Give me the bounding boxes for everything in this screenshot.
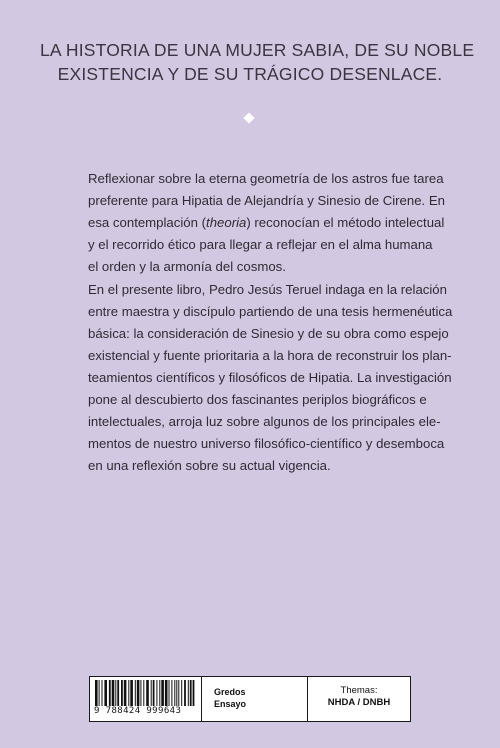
barcode-bar (143, 680, 144, 706)
blurb-line: teamientos científicos y filosóficos de Hipatia. La investigación (88, 370, 452, 385)
barcode-bar (169, 680, 170, 706)
blurb-line: mentos de nuestro universo filosófico-científico y desemboca (88, 436, 445, 451)
barcode-bar (128, 680, 129, 706)
barcode-bar (146, 680, 149, 706)
barcode-bar (174, 680, 175, 706)
barcode-bar (121, 680, 123, 706)
tagline-line-1: LA HISTORIA DE UNA MUJER SABIA, DE SU NOBLE (40, 40, 475, 60)
blurb-line: existencial y fuente prioritaria a la hora de reconstruir los plan- (88, 348, 452, 363)
barcode-bar (159, 680, 160, 706)
themas-code: NHDA / DNBH (327, 697, 391, 708)
isbn-number: 9 788424 999643 (94, 706, 182, 716)
barcode-panel (89, 676, 411, 722)
publisher-name: Gredos (214, 687, 246, 697)
blurb-line: pone al descubierto dos fascinantes periplos biográficos e (88, 392, 427, 407)
barcode-bar (112, 680, 115, 706)
barcode-bars-icon (94, 680, 198, 706)
isbn-barcode (90, 677, 202, 721)
barcode-bar (176, 680, 177, 706)
barcode-bar (178, 680, 179, 706)
tagline (40, 38, 475, 86)
blurb-line (88, 212, 445, 234)
barcode-bar (161, 680, 164, 706)
barcode-bar (115, 680, 116, 706)
barcode-bar (117, 680, 119, 706)
tagline-line-2: EXISTENCIA Y DE SU TRÁGICO DESENLACE. (57, 64, 443, 84)
barcode-bar (99, 680, 100, 706)
publisher-cell (202, 677, 308, 721)
barcode-bar (140, 680, 141, 706)
barcode-bar (104, 680, 107, 706)
barcode-bar (109, 680, 111, 706)
blurb-paragraph-2 (88, 279, 453, 477)
barcode-bar (124, 680, 127, 706)
barcode-bar (95, 680, 98, 706)
barcode-bar (151, 680, 152, 706)
blurb-paragraph-1 (88, 168, 446, 278)
blurb-line: En el presente libro, Pedro Jesús Teruel indaga en la relación (88, 282, 447, 297)
barcode-bar (130, 680, 133, 706)
blurb-line: entre maestra y discípulo partiendo de una tesis hermenéutica (88, 304, 453, 319)
themas-cell (308, 677, 410, 721)
barcode-bar (137, 680, 140, 706)
barcode-bar (171, 680, 172, 706)
theoria-italic: theoria (206, 215, 247, 230)
blurb-line: y el recorrido ético para llegar a reflejar en el alma humana (88, 237, 433, 252)
blurb-line: intelectuales, arroja luz sobre algunos de los principales ele- (88, 414, 441, 429)
blurb-text: esa contemplación ( (88, 215, 207, 230)
blurb-line: preferente para Hipatia de Alejandría y Sinesio de Cirene. En (88, 193, 446, 208)
barcode-bar (153, 680, 155, 706)
blurb-line: el orden y la armonía del cosmos. (88, 259, 286, 274)
barcode-bar (135, 680, 136, 706)
blurb-line: Reflexionar sobre la eterna geometría de los astros fue tarea (88, 171, 444, 186)
barcode-bar (190, 680, 192, 706)
themas-label: Themas: (340, 685, 378, 696)
barcode-bar (193, 680, 195, 706)
barcode-bar (184, 680, 186, 706)
diamond-ornament-icon (243, 112, 254, 123)
barcode-bar (102, 680, 103, 706)
barcode-bar (188, 680, 189, 706)
barcode-bar (165, 680, 168, 706)
blurb-text: ) reconocían el método intelectual (246, 215, 445, 230)
barcode-bar (181, 680, 182, 706)
blurb-line: básica: la consideración de Sinesio y de su obra como espejo (88, 326, 449, 341)
barcode-bar (156, 680, 157, 706)
blurb-line: en una reflexión sobre su actual vigencia. (88, 458, 331, 473)
publisher-collection: Ensayo (214, 699, 247, 709)
